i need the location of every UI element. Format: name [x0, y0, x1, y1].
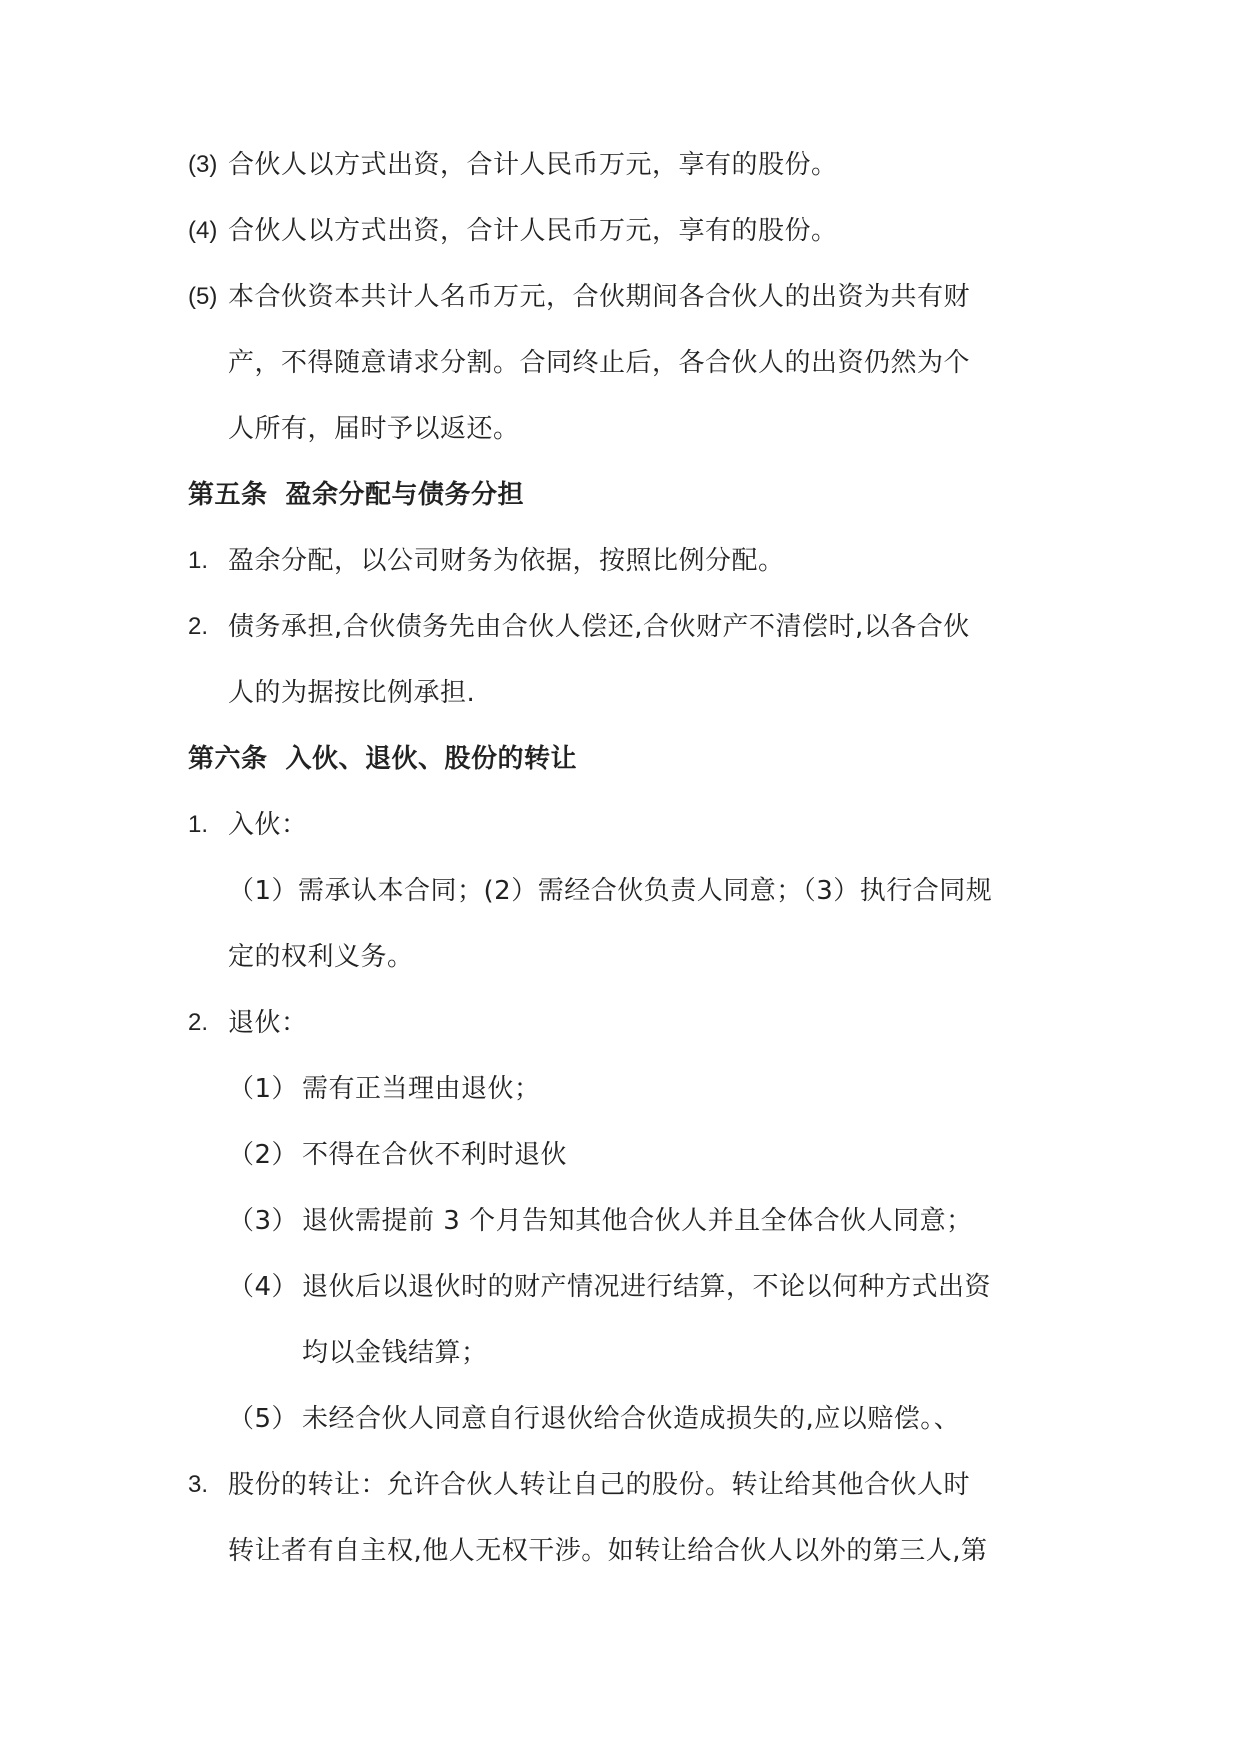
item-marker: (3): [188, 151, 218, 178]
condition-text: 均以金钱结算；: [302, 1338, 488, 1368]
condition-marker: （5）: [228, 1404, 299, 1434]
joining-conditions: 定的权利义务。: [228, 942, 414, 972]
item-text: 人所有，届时予以返还。: [228, 414, 520, 444]
point-marker: 1.: [188, 811, 209, 838]
point-marker: 2.: [188, 613, 209, 640]
item-marker: (4): [188, 217, 218, 244]
point-text: 盈余分配，以公司财务为依据，按照比例分配。: [228, 546, 785, 576]
article-title: 入伙、退伙、股份的转让: [285, 744, 578, 774]
point-text: 人的为据按比例承担.: [228, 678, 476, 708]
article-number: 第五条: [188, 480, 268, 510]
condition-marker: （1）: [228, 1074, 299, 1104]
point-marker: 2.: [188, 1009, 209, 1036]
condition-text: 需有正当理由退伙；: [302, 1074, 541, 1104]
item-text: 合伙人以方式出资，合计人民币万元，享有的股份。: [228, 150, 838, 180]
article-heading: [188, 742, 577, 776]
transfer-text: 股份的转让：允许合伙人转让自己的股份。转让给其他合伙人时: [228, 1470, 971, 1500]
condition-marker: （3）: [228, 1206, 299, 1236]
withdrawal-label: 退伙：: [228, 1008, 308, 1038]
article-title: 盈余分配与债务分担: [285, 480, 525, 510]
article-number: 第六条: [188, 744, 268, 774]
condition-text: 不得在合伙不利时退伙: [302, 1140, 568, 1170]
item-text: 本合伙资本共计人名币万元，合伙期间各合伙人的出资为共有财: [228, 282, 971, 312]
item-text: 合伙人以方式出资，合计人民币万元，享有的股份。: [228, 216, 838, 246]
item-marker: (5): [188, 283, 218, 310]
condition-marker: （2）: [228, 1140, 299, 1170]
condition-marker: （4）: [228, 1272, 299, 1302]
condition-text: 退伙后以退伙时的财产情况进行结算，不论以何种方式出资: [302, 1272, 992, 1302]
point-marker: 3.: [188, 1471, 209, 1498]
joining-conditions: （1）需承认本合同；(2）需经合伙负责人同意；（3）执行合同规: [228, 876, 993, 906]
item-text: 产，不得随意请求分割。合同终止后，各合伙人的出资仍然为个: [228, 348, 971, 378]
joining-label: 入伙：: [228, 810, 308, 840]
point-text: 债务承担,合伙债务先由合伙人偿还,合伙财产不清偿时,以各合伙: [228, 612, 970, 642]
condition-text: 退伙需提前 3 个月告知其他合伙人并且全体合伙人同意；: [302, 1206, 973, 1236]
point-marker: 1.: [188, 547, 209, 574]
article-heading: [188, 478, 524, 512]
transfer-text: 转让者有自主权,他人无权干涉。如转让给合伙人以外的第三人,第: [228, 1536, 988, 1566]
condition-text: 未经合伙人同意自行退伙给合伙造成损失的,应以赔偿。、: [302, 1404, 961, 1434]
